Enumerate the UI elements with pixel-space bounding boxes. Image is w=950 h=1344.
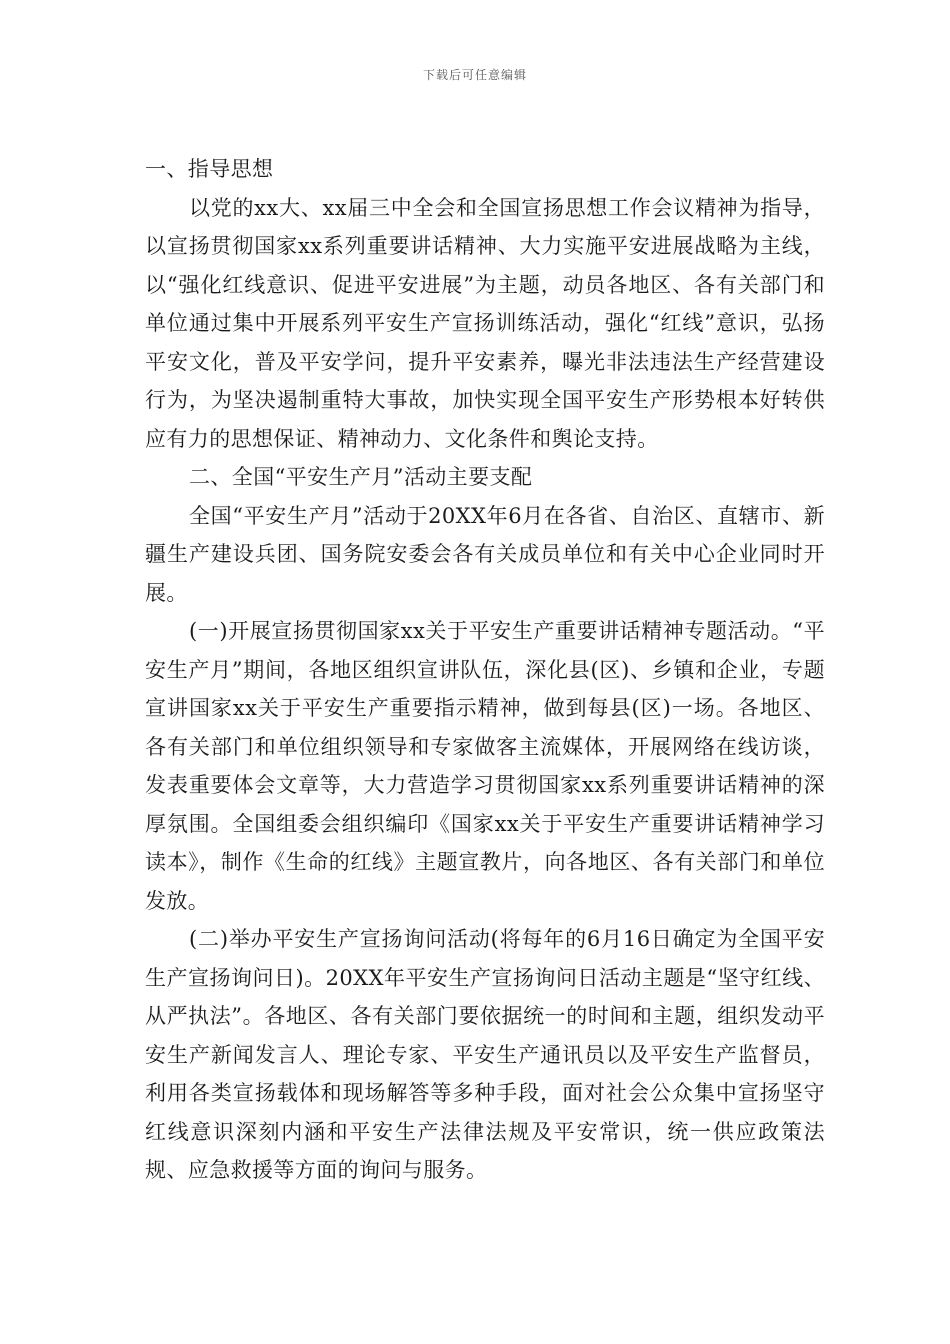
section-heading-guiding-ideology: 一、指导思想 xyxy=(145,157,274,181)
paragraph-guiding-ideology: 以党的xx大、xx届三中全会和全国宣扬思想工作会议精神为指导，以宣扬贯彻国家xx系列重要讲话精神、大力实施平安进展战略为主线，以“强化红线意识、促进平安进展”为主题，动员各地区、各有关部门和单位通过集中开展系列平安生产宣扬训练活动，强化“红线”意识，弘扬平安文化，普及平安学问，提升平安素养，曝光非法违法生产经营建设行为，为坚决遏制重特大事故，加快实现全国平安生产形势根本好转供应有力的思想保证、精神动力、文化条件和舆论支持。 xyxy=(145,195,825,451)
header-note: 下载后可任意编辑 xyxy=(422,68,527,82)
section-heading-activity-arrangement: 二、全国“平安生产月”活动主要支配 xyxy=(189,465,533,489)
document-body xyxy=(145,150,825,1190)
paragraph-activity-timing: 全国“平安生产月”活动于20XX年6月在各省、自治区、直辖市、新疆生产建设兵团、国务院安委会各有关成员单位和有关中心企业同时开展。 xyxy=(145,503,825,605)
paragraph-item-two: (二)举办平安生产宣扬询问活动(将每年的6月16日确定为全国平安生产宣扬询问日)。20XX年平安生产宣扬询问日活动主题是“坚守红线、从严执法”。各地区、各有关部门要依据统一的时间和主题，组织发动平安生产新闻发言人、理论专家、平安生产通讯员以及平安生产监督员，利用各类宣扬载体和现场解答等多种手段，面对社会公众集中宣扬坚守红线意识深刻内涵和平安生产法律法规及平安常识，统一供应政策法规、应急救援等方面的询问与服务。 xyxy=(145,927,825,1182)
paragraph-item-one: (一)开展宣扬贯彻国家xx关于平安生产重要讲话精神专题活动。“平安生产月”期间，各地区组织宣讲队伍，深化县(区)、乡镇和企业，专题宣讲国家xx关于平安生产重要指示精神，做到每县(区)一场。各地区、各有关部门和单位组织领导和专家做客主流媒体，开展网络在线访谈，发表重要体会文章等，大力营造学习贯彻国家xx系列重要讲话精神的深厚氛围。全国组委会组织编印《国家xx关于平安生产重要讲话精神学习读本》，制作《生命的红线》主题宣教片，向各地区、各有关部门和单位发放。 xyxy=(145,619,825,913)
